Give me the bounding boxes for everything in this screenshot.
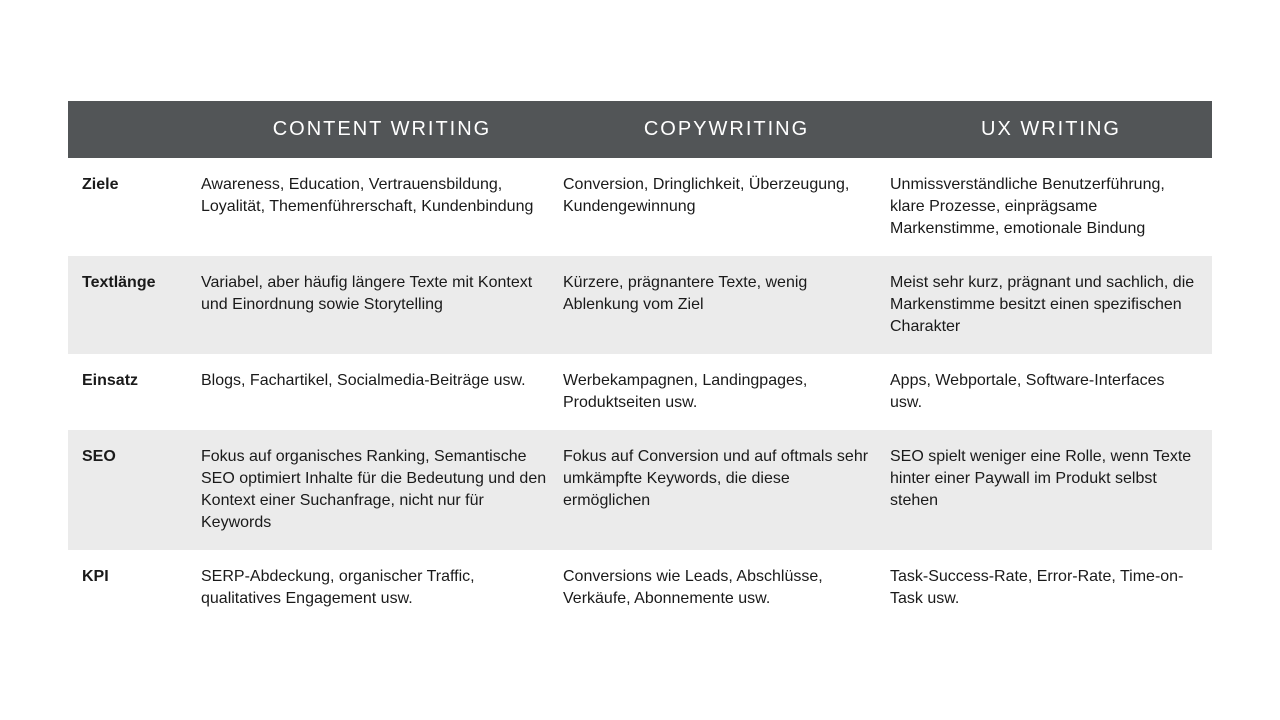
- table-row-einsatz: [68, 354, 1212, 430]
- table-cell: Awareness, Education, Vertrauensbildung, Loyalität, Themenführerschaft, Kundenbindung: [201, 176, 534, 215]
- table-cell: Meist sehr kurz, prägnant und sachlich, die Markenstimme besitzt einen spezifischen Charakter: [890, 274, 1195, 335]
- table-cell: SEO spielt weniger eine Rolle, wenn Texte hinter einer Paywall im Produkt selbst stehen: [890, 448, 1192, 509]
- table-row-ziele: [68, 158, 1212, 256]
- row-label: Einsatz: [82, 372, 139, 389]
- table-row-textlaenge: [68, 256, 1212, 354]
- header-copywriting: COPYWRITING: [643, 118, 810, 140]
- table-row-kpi: [68, 550, 1212, 626]
- comparison-table: [68, 101, 1212, 626]
- table-cell: Blogs, Fachartikel, Socialmedia-Beiträge usw.: [201, 372, 526, 389]
- table-cell: SERP-Abdeckung, organischer Traffic, qualitatives Engagement usw.: [201, 568, 475, 607]
- table-cell: Conversions wie Leads, Abschlüsse, Verkäufe, Abonnemente usw.: [563, 568, 823, 607]
- row-label: SEO: [82, 448, 116, 465]
- header-corner-cell: [68, 101, 201, 158]
- table-row-seo: [68, 430, 1212, 550]
- row-label: Ziele: [82, 176, 119, 193]
- header-content-writing: CONTENT WRITING: [272, 118, 492, 140]
- table-cell: Apps, Webportale, Software-Interfaces usw.: [890, 372, 1165, 411]
- table-cell: Unmissverständliche Benutzerführung, klare Prozesse, einprägsame Markenstimme, emotionale Bindung: [890, 176, 1165, 237]
- row-label: KPI: [82, 568, 109, 585]
- table-cell: Fokus auf organisches Ranking, Semantische SEO optimiert Inhalte für die Bedeutung und den Kontext einer Suchanfrage, nicht nur für Keywords: [201, 448, 547, 531]
- table-cell: Variabel, aber häufig längere Texte mit Kontext und Einordnung sowie Storytelling: [201, 274, 533, 313]
- header-row: [68, 101, 1212, 158]
- table-cell: Conversion, Dringlichkeit, Überzeugung, Kundengewinnung: [563, 176, 850, 215]
- header-ux-writing: UX WRITING: [981, 118, 1121, 140]
- table-cell: Fokus auf Conversion und auf oftmals sehr umkämpfte Keywords, die diese ermöglichen: [563, 448, 869, 509]
- table-cell: Task-Success-Rate, Error-Rate, Time-on-Task usw.: [890, 568, 1184, 607]
- table-cell: Kürzere, prägnantere Texte, wenig Ablenkung vom Ziel: [563, 274, 808, 313]
- row-label: Textlänge: [82, 274, 156, 291]
- table-cell: Werbekampagnen, Landingpages, Produktseiten usw.: [563, 372, 808, 411]
